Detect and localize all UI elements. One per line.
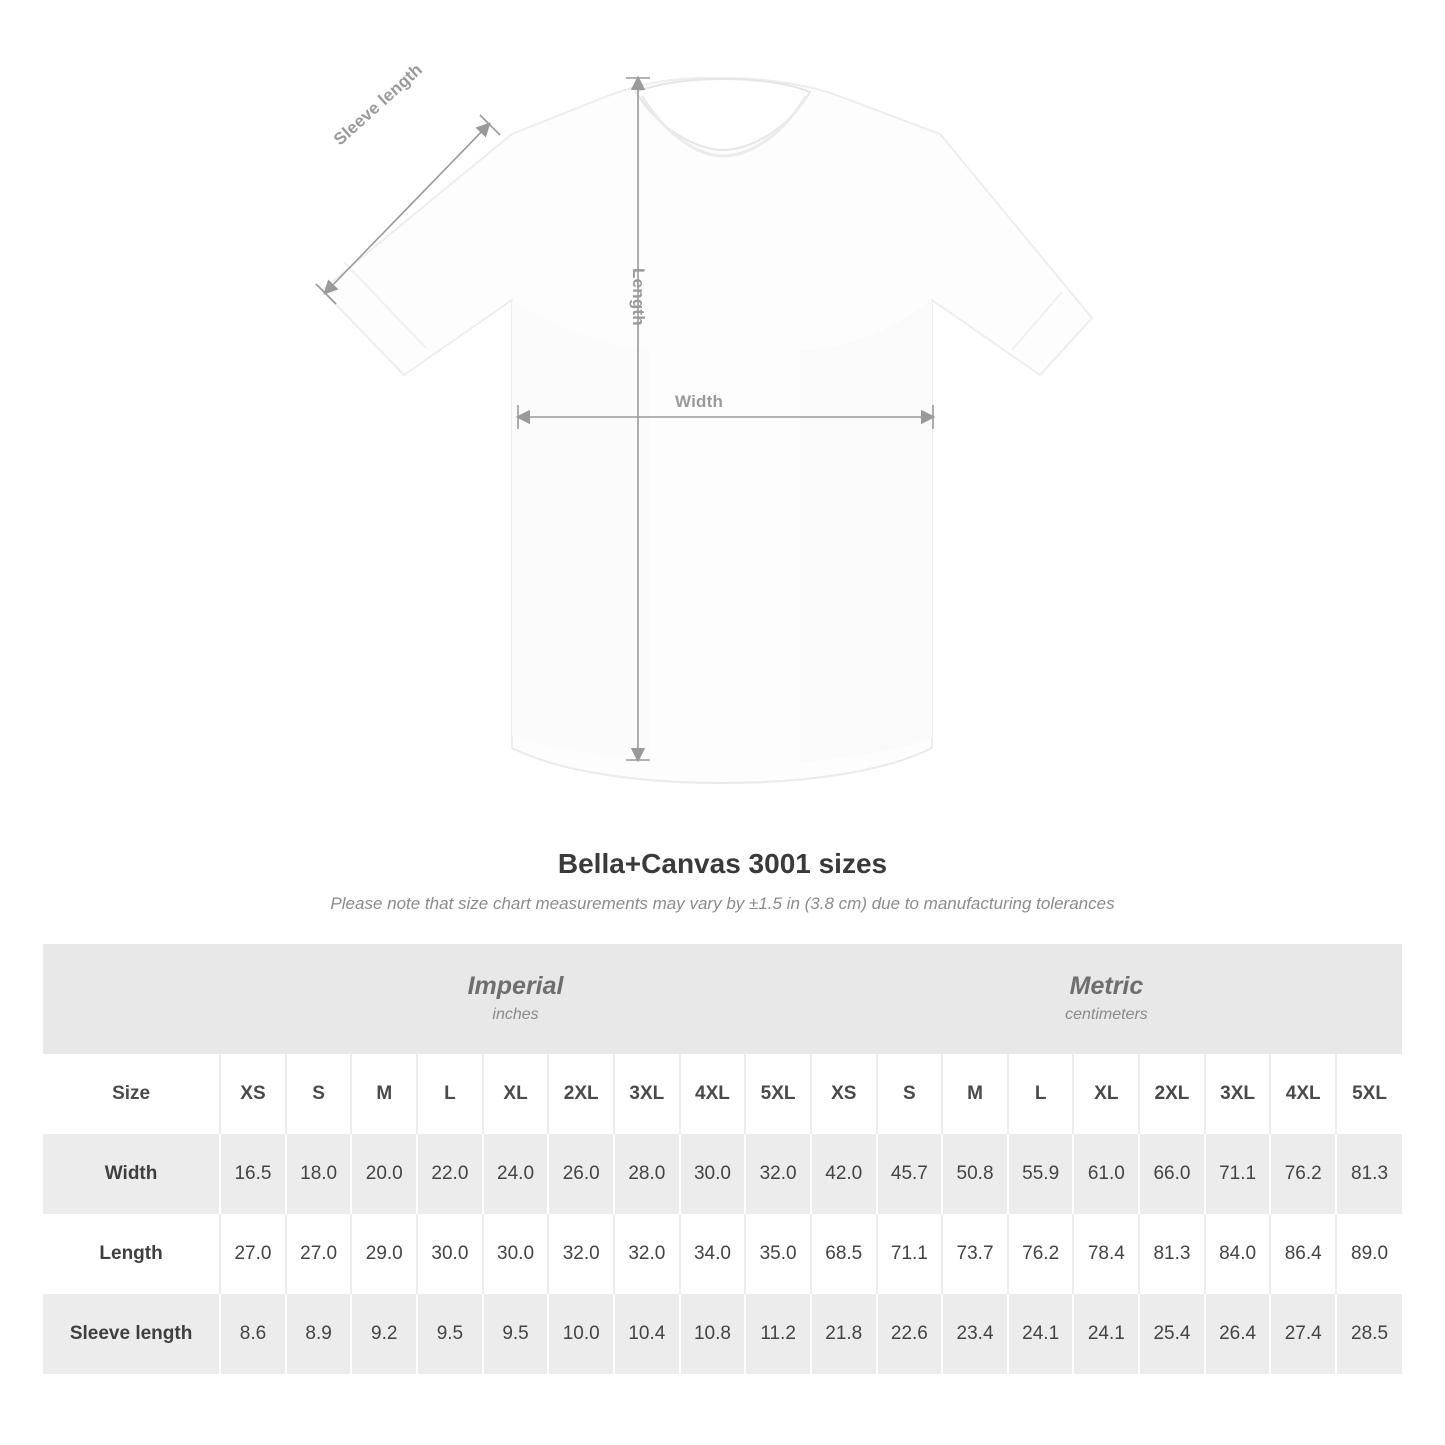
cell-sleeve: 10.0 bbox=[548, 1294, 614, 1374]
cell-sleeve: 28.5 bbox=[1336, 1294, 1402, 1374]
cell-width: 32.0 bbox=[745, 1134, 811, 1214]
cell-sleeve: 26.4 bbox=[1205, 1294, 1271, 1374]
cell-length: 71.1 bbox=[877, 1214, 943, 1294]
tolerance-note: Please note that size chart measurements may vary by ±1.5 in (3.8 cm) due to manufacturing tolerances bbox=[330, 894, 1115, 913]
size-header-cell: S bbox=[286, 1054, 352, 1134]
cell-width: 28.0 bbox=[614, 1134, 680, 1214]
unit-name-metric: Metric bbox=[1069, 972, 1144, 1001]
cell-width: 61.0 bbox=[1073, 1134, 1139, 1214]
size-header-cell: XL bbox=[1073, 1054, 1139, 1134]
unit-group-imperial bbox=[220, 944, 811, 1054]
cell-length: 84.0 bbox=[1205, 1214, 1271, 1294]
size-header-cell: 5XL bbox=[1336, 1054, 1402, 1134]
page-title: Bella+Canvas 3001 sizes bbox=[557, 848, 888, 879]
cell-width: 66.0 bbox=[1139, 1134, 1205, 1214]
size-table-wrapper bbox=[43, 944, 1402, 1374]
cell-length: 27.0 bbox=[286, 1214, 352, 1294]
row-label-sleeve-length: Sleeve length bbox=[43, 1294, 220, 1374]
cell-length: 81.3 bbox=[1139, 1214, 1205, 1294]
cell-sleeve: 24.1 bbox=[1073, 1294, 1139, 1374]
width-label: Width bbox=[675, 392, 724, 411]
cell-length: 73.7 bbox=[942, 1214, 1008, 1294]
cell-length: 30.0 bbox=[417, 1214, 483, 1294]
cell-sleeve: 27.4 bbox=[1270, 1294, 1336, 1374]
cell-length: 86.4 bbox=[1270, 1214, 1336, 1294]
cell-sleeve: 21.8 bbox=[811, 1294, 877, 1374]
cell-sleeve: 9.5 bbox=[483, 1294, 549, 1374]
cell-sleeve: 9.2 bbox=[351, 1294, 417, 1374]
table-row bbox=[43, 1134, 1402, 1214]
cell-width: 50.8 bbox=[942, 1134, 1008, 1214]
row-label-length: Length bbox=[43, 1214, 220, 1294]
cell-sleeve: 8.9 bbox=[286, 1294, 352, 1374]
size-header-cell: 2XL bbox=[548, 1054, 614, 1134]
length-label: Length bbox=[629, 268, 648, 326]
cell-sleeve: 10.8 bbox=[680, 1294, 746, 1374]
cell-sleeve: 8.6 bbox=[220, 1294, 286, 1374]
cell-sleeve: 24.1 bbox=[1008, 1294, 1074, 1374]
cell-width: 16.5 bbox=[220, 1134, 286, 1214]
unit-header-row bbox=[43, 944, 1402, 1054]
cell-width: 55.9 bbox=[1008, 1134, 1074, 1214]
cell-length: 32.0 bbox=[548, 1214, 614, 1294]
unit-name-imperial: Imperial bbox=[467, 972, 564, 1001]
cell-sleeve: 22.6 bbox=[877, 1294, 943, 1374]
unit-header-spacer bbox=[43, 944, 220, 1054]
cell-length: 34.0 bbox=[680, 1214, 746, 1294]
cell-width: 71.1 bbox=[1205, 1134, 1271, 1214]
unit-sub-metric: centimeters bbox=[1065, 1005, 1148, 1023]
size-header-cell: XS bbox=[811, 1054, 877, 1134]
cell-width: 81.3 bbox=[1336, 1134, 1402, 1214]
cell-length: 35.0 bbox=[745, 1214, 811, 1294]
size-header-cell: 4XL bbox=[1270, 1054, 1336, 1134]
size-header-row bbox=[43, 1054, 1402, 1134]
cell-sleeve: 10.4 bbox=[614, 1294, 680, 1374]
column-header-size: Size bbox=[43, 1054, 220, 1134]
unit-group-metric bbox=[811, 944, 1402, 1054]
size-header-cell: XL bbox=[483, 1054, 549, 1134]
size-header-cell: 3XL bbox=[614, 1054, 680, 1134]
cell-width: 18.0 bbox=[286, 1134, 352, 1214]
cell-length: 30.0 bbox=[483, 1214, 549, 1294]
size-header-cell: L bbox=[1008, 1054, 1074, 1134]
cell-width: 22.0 bbox=[417, 1134, 483, 1214]
size-header-cell: L bbox=[417, 1054, 483, 1134]
unit-sub-imperial: inches bbox=[492, 1005, 539, 1023]
cell-width: 26.0 bbox=[548, 1134, 614, 1214]
tshirt-shape bbox=[322, 78, 1092, 783]
cell-width: 30.0 bbox=[680, 1134, 746, 1214]
size-header-cell: 3XL bbox=[1205, 1054, 1271, 1134]
cell-width: 45.7 bbox=[877, 1134, 943, 1214]
size-header-cell: 5XL bbox=[745, 1054, 811, 1134]
sleeve-length-label: Sleeve length bbox=[330, 59, 427, 150]
cell-length: 32.0 bbox=[614, 1214, 680, 1294]
row-label-width: Width bbox=[43, 1134, 220, 1214]
cell-sleeve: 25.4 bbox=[1139, 1294, 1205, 1374]
cell-length: 27.0 bbox=[220, 1214, 286, 1294]
size-header-cell: M bbox=[351, 1054, 417, 1134]
table-row bbox=[43, 1294, 1402, 1374]
size-header-cell: XS bbox=[220, 1054, 286, 1134]
cell-length: 78.4 bbox=[1073, 1214, 1139, 1294]
title-block bbox=[0, 848, 1445, 914]
cell-length: 76.2 bbox=[1008, 1214, 1074, 1294]
cell-length: 68.5 bbox=[811, 1214, 877, 1294]
cell-width: 24.0 bbox=[483, 1134, 549, 1214]
size-table bbox=[43, 944, 1402, 1374]
size-header-cell: 4XL bbox=[680, 1054, 746, 1134]
cell-sleeve: 23.4 bbox=[942, 1294, 1008, 1374]
size-header-cell: S bbox=[877, 1054, 943, 1134]
cell-length: 29.0 bbox=[351, 1214, 417, 1294]
cell-width: 20.0 bbox=[351, 1134, 417, 1214]
cell-sleeve: 11.2 bbox=[745, 1294, 811, 1374]
cell-width: 76.2 bbox=[1270, 1134, 1336, 1214]
cell-length: 89.0 bbox=[1336, 1214, 1402, 1294]
cell-width: 42.0 bbox=[811, 1134, 877, 1214]
size-header-cell: 2XL bbox=[1139, 1054, 1205, 1134]
table-row bbox=[43, 1214, 1402, 1294]
cell-sleeve: 9.5 bbox=[417, 1294, 483, 1374]
size-header-cell: M bbox=[942, 1054, 1008, 1134]
